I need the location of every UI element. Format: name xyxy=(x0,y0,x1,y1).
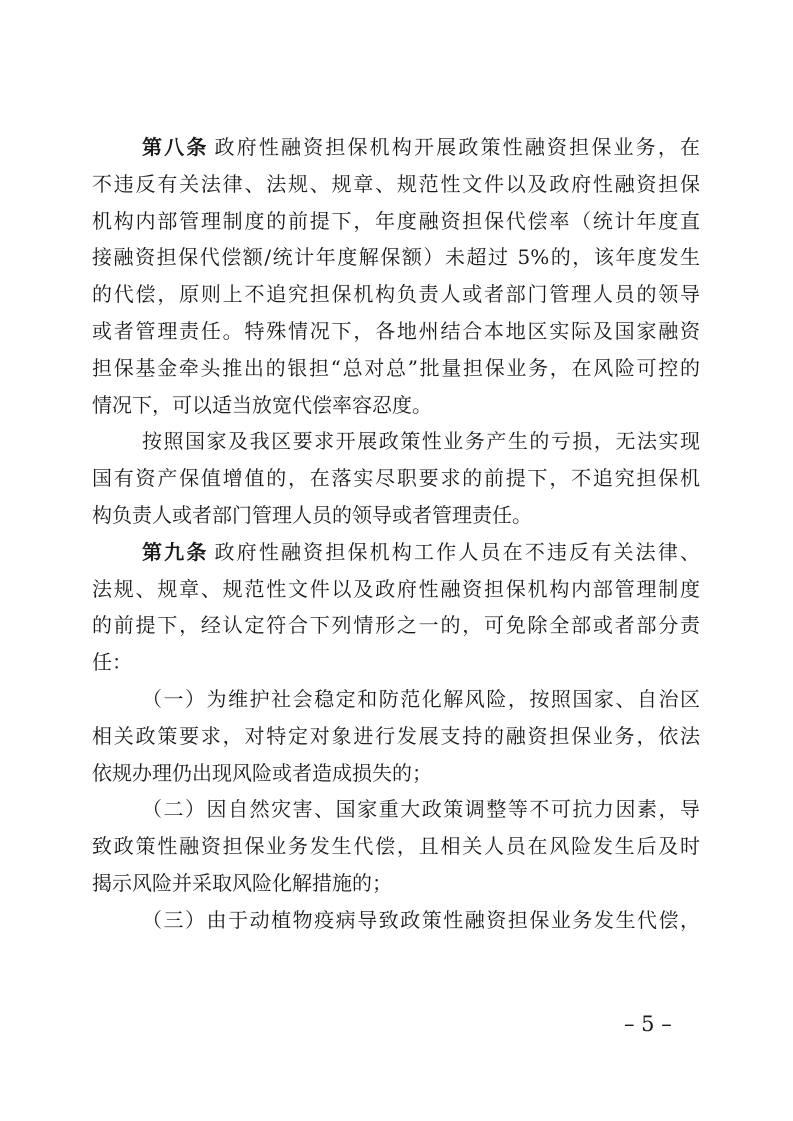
paragraph-line: 不违反有关法律、法规、规章、规范性文件以及政府性融资担保 xyxy=(92,171,700,196)
paragraph-line: 机构内部管理制度的前提下，年度融资担保代偿率（统计年度直 xyxy=(92,208,700,233)
article-8-heading: 第八条 xyxy=(142,135,209,159)
paragraph-line: 任： xyxy=(92,650,132,675)
item-2 xyxy=(92,791,700,901)
paragraph-line: 致政策性融资担保业务发生代偿，且相关人员在风险发生后及时 xyxy=(92,834,700,859)
paragraph-line: 第八条 政府性融资担保机构开展政策性融资担保业务，在 xyxy=(142,135,700,159)
paragraph-line: （二）因自然灾害、国家重大政策调整等不可抗力因素，导 xyxy=(142,797,700,822)
page-number: – 5 – xyxy=(624,1012,672,1036)
paragraph-2 xyxy=(92,423,700,533)
document-body xyxy=(92,129,700,939)
item-3 xyxy=(92,902,700,939)
paragraph-line: 第九条 政府性融资担保机构工作人员在不违反有关法律、 xyxy=(142,539,700,564)
paragraph-line: 国有资产保值增值的，在落实尽职要求的前提下，不追究担保机 xyxy=(92,466,700,491)
item-1 xyxy=(92,681,700,791)
paragraph-line: 的代偿，原则上不追究担保机构负责人或者部门管理人员的领导 xyxy=(92,282,700,307)
paragraph-line: （三）由于动植物疫病导致政策性融资担保业务发生代偿， xyxy=(142,907,700,932)
paragraph-line: 相关政策要求，对特定对象进行发展支持的融资担保业务，依法 xyxy=(92,723,700,748)
paragraph-line: 担保基金牵头推出的银担“总对总”批量担保业务，在风险可控的 xyxy=(92,355,700,380)
paragraph-line: 接融资担保代偿额/统计年度解保额）未超过 5%的，该年度发生 xyxy=(92,245,700,270)
article-9 xyxy=(92,534,700,681)
paragraph-line: 的前提下，经认定符合下列情形之一的，可免除全部或者部分责 xyxy=(92,613,700,638)
article-8 xyxy=(92,129,700,423)
paragraph-line: 情况下，可以适当放宽代偿率容忍度。 xyxy=(92,392,432,417)
paragraph-line: 依规办理仍出现风险或者造成损失的； xyxy=(92,760,432,785)
paragraph-line: （一）为维护社会稳定和防范化解风险，按照国家、自治区 xyxy=(142,686,700,711)
article-9-heading: 第九条 xyxy=(142,539,209,564)
paragraph-line: 或者管理责任。特殊情况下，各地州结合本地区实际及国家融资 xyxy=(92,318,700,343)
paragraph-line: 按照国家及我区要求开展政策性业务产生的亏损，无法实现 xyxy=(142,429,700,454)
paragraph-line: 揭示风险并采取风险化解措施的； xyxy=(92,870,392,895)
paragraph-line: 法规、规章、规范性文件以及政府性融资担保机构内部管理制度 xyxy=(92,576,700,601)
paragraph-line: 构负责人或者部门管理人员的领导或者管理责任。 xyxy=(92,502,532,527)
